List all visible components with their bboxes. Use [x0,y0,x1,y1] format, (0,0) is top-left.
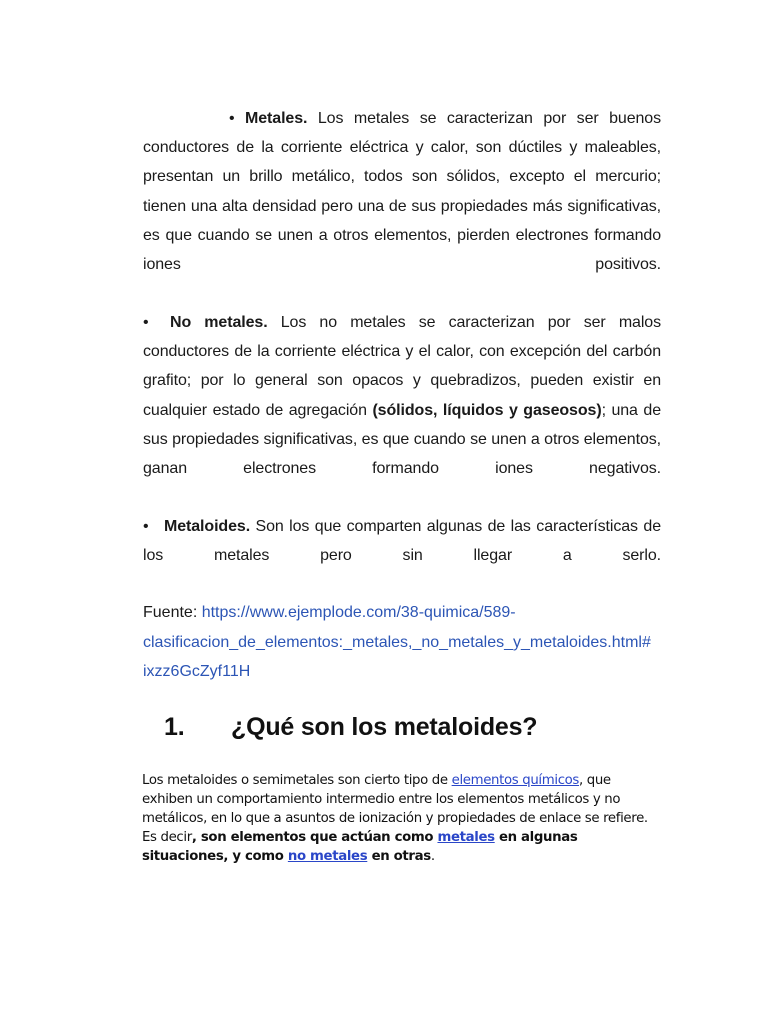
bullet-icon: • [143,518,149,535]
source-link-line-1[interactable]: https://www.ejemplode.com/38-quimica/589- [201,604,516,621]
definicion-bold-3: en otras [367,849,431,864]
link-no-metales[interactable]: no metales [287,849,368,864]
definicion-text-2: , que exhiben un comportamiento intermedio entre los elementos metálicos y no metálicos, en lo que a asuntos de ionización y propiedades de enlace se refiere. Es decir [142,773,648,845]
paragraph-definicion [142,771,662,866]
paragraph-metales [143,104,661,279]
metales-text: Los metales se caracterizan por ser buenos conductores de la corriente eléctrica y calor, son dúctiles y maleables, presentan un brillo metálico, todos son sólidos, excepto el mercurio; tienen una alta densidad pero una de sus propiedades más significativas, es que cuando se unen a otros elementos, pierden electrones formando iones positivos. [143,110,661,274]
paragraph-no-metales [143,308,661,483]
heading-number: 1. [164,713,185,741]
metaloides-title: Metaloides. [164,518,251,535]
source-citation [143,598,703,687]
section-heading [164,713,537,742]
bullet-icon: • [229,110,235,127]
bullet-icon: • [143,314,149,331]
definicion-text-1: Los metaloides o semimetales son cierto tipo de [142,773,452,788]
no-metales-text-after: ; una de sus propiedades significativas, es que cuando se unen a otros elementos, ganan electrones formando iones negativos. [143,401,662,478]
link-elementos-quimicos[interactable]: elementos químicos [451,773,580,788]
source-link[interactable] [143,604,651,680]
no-metales-states: (sólidos, líquidos y gaseosos) [372,401,602,419]
no-metales-text-before: Los no metales se caracterizan por ser malos conductores de la corriente eléctrica y el calor, con excepción del carbón grafito; por lo general son opacos y quebradizos, pueden existir en cualquier estado de agregación [143,314,662,419]
definicion-bold-1: , son elementos que actúan como [191,830,438,845]
link-metales[interactable]: metales [437,830,495,845]
paragraph-metaloides [143,512,661,570]
metaloides-text: Son los que comparten algunas de las características de los metales pero sin llegar a serlo. [143,518,661,565]
no-metales-title: No metales. [170,314,268,331]
definicion-end: . [430,849,435,864]
source-label: Fuente: [143,604,202,621]
source-link-line-3[interactable]: ixzz6GcZyf11H [143,663,251,680]
definicion-bold-2: en algunas situaciones, y como [142,830,578,864]
metales-title: Metales. [245,110,308,127]
source-link-line-2[interactable]: clasificacion_de_elementos:_metales,_no_metales_y_metaloides.html# [143,633,651,651]
heading-title: ¿Qué son los metaloides? [231,713,538,741]
